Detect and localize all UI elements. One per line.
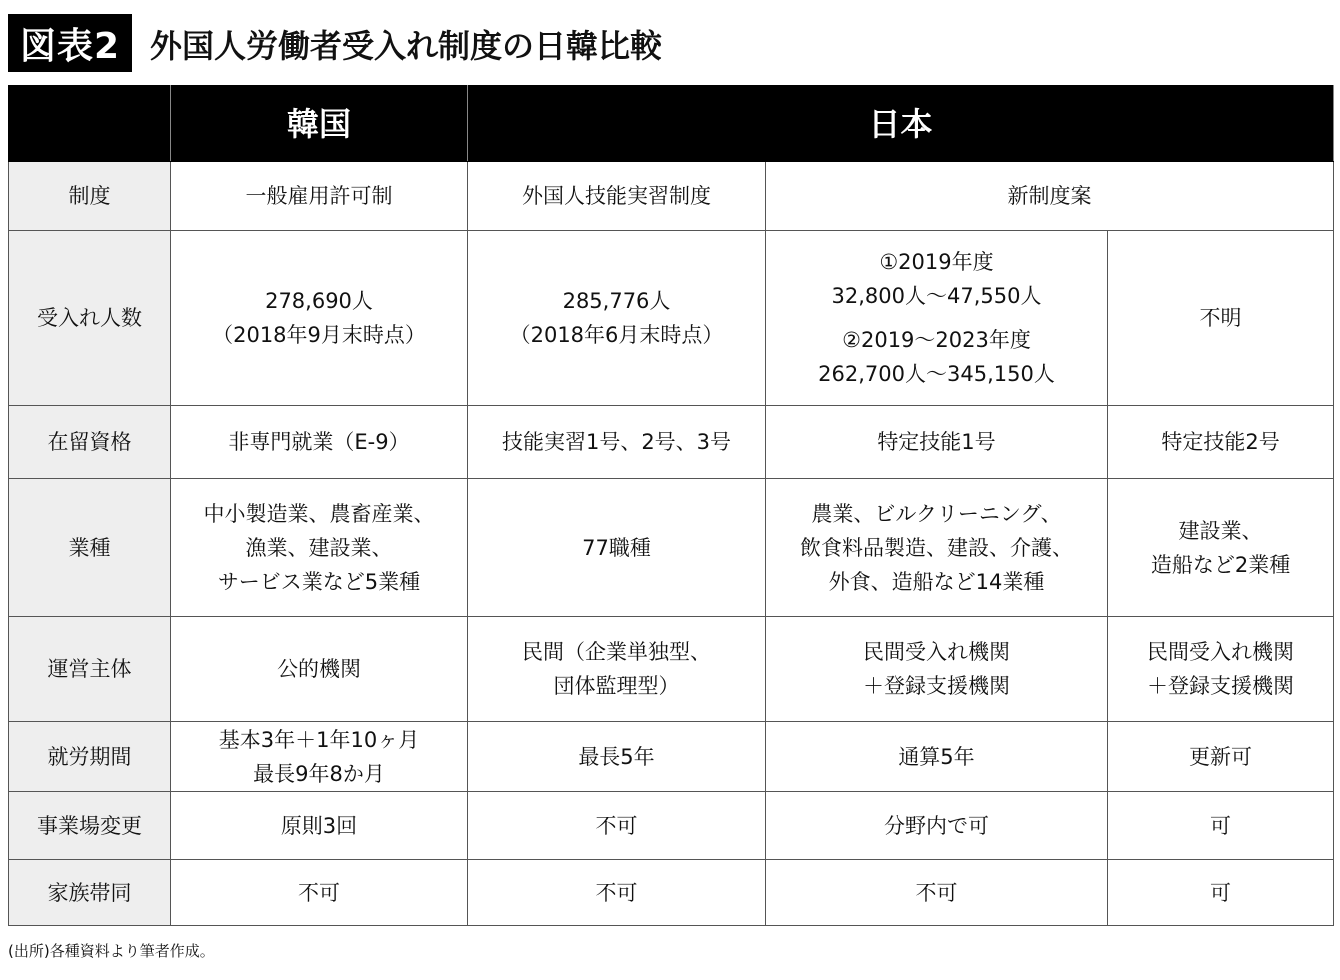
header-corner — [9, 86, 171, 162]
row-label-gyoshu: 業種 — [9, 479, 171, 617]
cell-line: 民間（企業単独型、 — [522, 640, 711, 664]
cell-gino-kazoku: 不可 — [468, 860, 766, 926]
table-row — [9, 860, 1334, 926]
table-row — [9, 792, 1334, 860]
cell-tokutei2-kikan: 更新可 — [1108, 722, 1334, 792]
cell-line: ＋登録支援機関 — [1147, 674, 1295, 698]
cell-line: 民間受入れ機関 — [863, 640, 1010, 664]
table-row — [9, 479, 1334, 617]
cell-tokutei1-henko: 分野内で可 — [766, 792, 1108, 860]
table-row — [9, 231, 1334, 406]
header-japan: 日本 — [468, 86, 1334, 162]
spacer — [770, 313, 1103, 323]
cell-line: （2018年6月末時点） — [509, 323, 724, 347]
table-row — [9, 406, 1334, 479]
cell-new-ukeire — [766, 231, 1108, 406]
table-header-row — [9, 86, 1334, 162]
cell-korea-seido: 一般雇用許可制 — [171, 162, 468, 231]
page-title: 外国人労働者受入れ制度の日韓比較 — [150, 27, 663, 65]
cell-korea-kazoku: 不可 — [171, 860, 468, 926]
cell-line: ①2019年度 — [879, 250, 994, 274]
cell-gino-shikaku: 技能実習1号、2号、3号 — [468, 406, 766, 479]
cell-tokutei1-kazoku: 不可 — [766, 860, 1108, 926]
cell-tokutei1-kikan: 通算5年 — [766, 722, 1108, 792]
table-row — [9, 617, 1334, 722]
cell-line: 造船など2業種 — [1150, 552, 1291, 577]
cell-new-seido: 新制度案 — [766, 162, 1334, 231]
cell-line: サービス業など5業種 — [217, 569, 421, 594]
row-label-shikaku: 在留資格 — [9, 406, 171, 479]
cell-tokutei1-gyoshu — [766, 479, 1108, 617]
cell-korea-gyoshu — [171, 479, 468, 617]
cell-tokutei1-unei — [766, 617, 1108, 722]
cell-line: 漁業、建設業、 — [245, 535, 393, 560]
cell-korea-henko: 原則3回 — [171, 792, 468, 860]
cell-line: 団体監理型） — [553, 674, 680, 698]
cell-korea-shikaku: 非専門就業（E-9） — [171, 406, 468, 479]
cell-gino-unei — [468, 617, 766, 722]
row-label-seido: 制度 — [9, 162, 171, 231]
cell-gino-kikan: 最長5年 — [468, 722, 766, 792]
cell-tokutei2-ukeire: 不明 — [1108, 231, 1334, 406]
comparison-table — [8, 85, 1334, 926]
row-label-kazoku: 家族帯同 — [9, 860, 171, 926]
row-label-henko: 事業場変更 — [9, 792, 171, 860]
table-row — [9, 722, 1334, 792]
cell-line: 32,800人～47,550人 — [831, 284, 1042, 308]
cell-korea-kikan — [171, 722, 468, 792]
cell-line: 民間受入れ機関 — [1147, 640, 1295, 664]
row-label-unei: 運営主体 — [9, 617, 171, 722]
cell-tokutei2-unei — [1108, 617, 1334, 722]
cell-line: （2018年9月末時点） — [212, 323, 426, 347]
cell-line: ②2019～2023年度 — [842, 328, 1031, 352]
table-row — [9, 162, 1334, 231]
cell-line: 外食、造船など14業種 — [828, 569, 1045, 594]
row-label-kikan: 就労期間 — [9, 722, 171, 792]
cell-line: 農業、ビルクリーニング、 — [811, 501, 1062, 526]
cell-korea-ukeire — [171, 231, 468, 406]
cell-line: 285,776人 — [562, 289, 671, 313]
cell-gino-ukeire — [468, 231, 766, 406]
cell-line: 262,700人～345,150人 — [818, 362, 1055, 386]
cell-line: 中小製造業、農畜産業、 — [203, 501, 435, 526]
cell-tokutei2-kazoku: 可 — [1108, 860, 1334, 926]
cell-line: 278,690人 — [265, 289, 373, 313]
cell-tokutei2-gyoshu — [1108, 479, 1334, 617]
cell-korea-unei: 公的機関 — [171, 617, 468, 722]
cell-tokutei2-henko: 可 — [1108, 792, 1334, 860]
cell-line: 飲食料品製造、建設、介護、 — [800, 535, 1073, 560]
cell-gino-henko: 不可 — [468, 792, 766, 860]
cell-tokutei2-shikaku: 特定技能2号 — [1108, 406, 1334, 479]
row-label-ukeire: 受入れ人数 — [9, 231, 171, 406]
cell-line: 基本3年＋1年10ヶ月 — [218, 727, 420, 752]
cell-line: 建設業、 — [1178, 518, 1263, 543]
cell-line: ＋登録支援機関 — [863, 674, 1010, 698]
header-korea: 韓国 — [171, 86, 468, 162]
cell-tokutei1-shikaku: 特定技能1号 — [766, 406, 1108, 479]
source-footnote: (出所)各種資料より筆者作成。 — [8, 942, 215, 960]
cell-line: 最長9年8か月 — [253, 761, 385, 786]
figure-number-badge: 図表2 — [8, 14, 132, 72]
cell-gino-seido: 外国人技能実習制度 — [468, 162, 766, 231]
cell-gino-gyoshu: 77職種 — [468, 479, 766, 617]
